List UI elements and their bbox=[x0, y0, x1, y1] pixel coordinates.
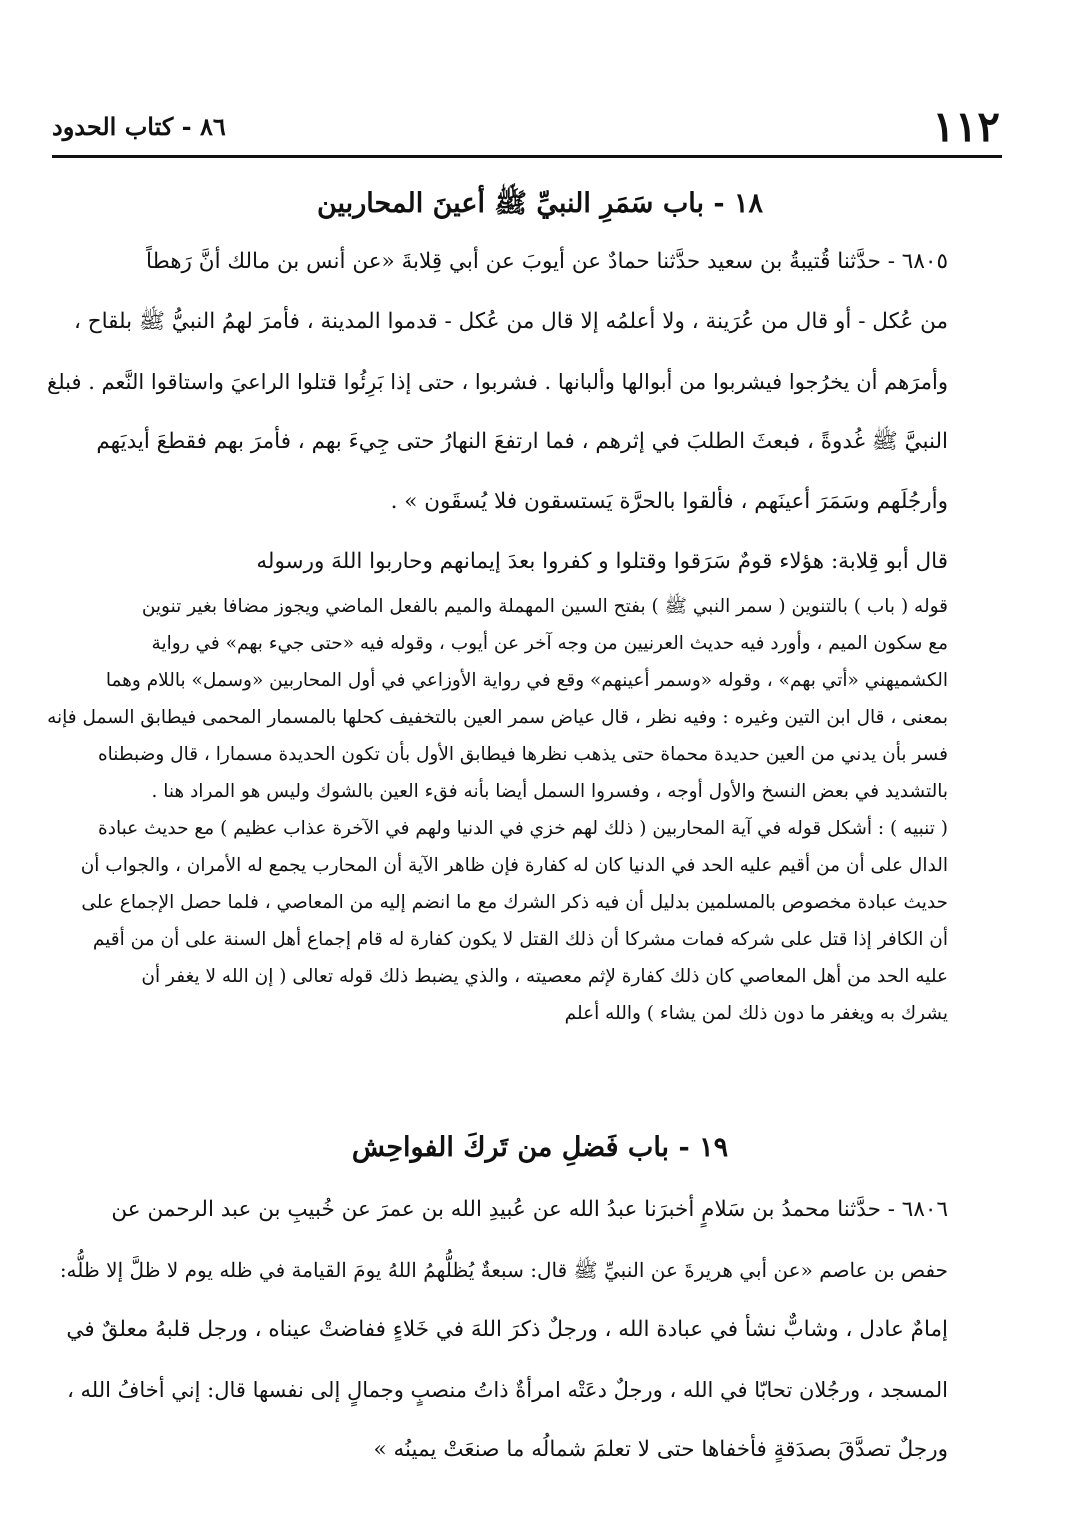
commentary-line: الدال على أن من أقيم عليه الحد في الدنيا كان له كفارة فإن ظاهر الآية أن المحارب يجمع له الأمران ، والجواب أن bbox=[80, 855, 948, 876]
hadith-line: قال أبو قِلابة: هؤلاء قومٌ سَرَقوا وقتلوا و كفروا بعدَ إيمانهم وحاربوا اللهَ ورسوله bbox=[256, 549, 948, 574]
page-number: ١١٢ bbox=[932, 101, 1000, 151]
hadith-line: ٦٨٠٥ - حدَّثنا قُتيبةُ بن سعيد حدَّثنا حمادٌ عن أيوبَ عن أبي قِلابةَ «عن أنس بن مالك أنَّ رَهطاً bbox=[146, 249, 948, 274]
hadith-6805 bbox=[48, 232, 948, 592]
commentary-line: قوله ( باب ) بالتنوين ( سمر النبي ﷺ ) بفتح السين المهملة والميم بالفعل الماضي ويجوز مضافا بغير تنوين bbox=[141, 596, 948, 617]
commentary-18 bbox=[48, 588, 948, 1032]
commentary-line: فسر بأن يدني من العين حديدة محماة حتى يذهب نظرها فيطابق الأول بأن تكون الحديدة مسمارا ، قال وضبطناه bbox=[97, 744, 948, 765]
page-header bbox=[52, 101, 1000, 151]
commentary-line: مع سكون الميم ، وأورد فيه حديث العرنيين من وجه آخر عن أيوب ، وقوله فيه «حتى جيء بهم» في رواية bbox=[151, 633, 948, 654]
commentary-line: بمعنى ، قال ابن التين وغيره : وفيه نظر ، قال عياض سمر العين بالتخفيف كحلها بالمسمار المحمى فيطابق السمل فإنه bbox=[47, 707, 948, 728]
commentary-line: أن الكافر إذا قتل على شركه فمات مشركا أن ذلك القتل لا يكون كفارة له قام إجماع أهل السنة على أن من أقيم bbox=[92, 929, 948, 950]
hadith-line: حفص بن عاصم «عن أبي هريرةَ عن النبيِّ ﷺ قال: سبعةٌ يُظلُّهمُ اللهُ يومَ القيامة في ظله يوم لا ظلَّ إلا ظلُّه: bbox=[59, 1258, 948, 1282]
chapter-heading-19: ١٩ - باب فَضلِ من تَركَ الفواحِش bbox=[351, 1132, 729, 1163]
running-title: ٨٦ - كتاب الحدود bbox=[52, 111, 226, 141]
commentary-line: عليه الحد من أهل المعاصي كان ذلك كفارة لإثم معصيته ، والذي يضبط ذلك قوله تعالى ( إن الله لا يغفر أن bbox=[141, 966, 948, 987]
hadith-line: إمامٌ عادل ، وشابٌّ نشأ في عبادة الله ، ورجلٌ ذكرَ اللهَ في خَلاءٍ ففاضتْ عيناه ، ورجل قلبهُ معلقٌ في bbox=[66, 1317, 948, 1342]
hadith-line: المسجد ، ورجُلان تحابّا في الله ، ورجلٌ دعَتْه امرأةٌ ذاتُ منصبٍ وجمالٍ إلى نفسها قال: إني أخافُ الله ، bbox=[67, 1378, 948, 1402]
hadith-line: ورجلٌ تصدَّقَ بصدَقةٍ فأخفاها حتى لا تعلمَ شمالُه ما صنعَتْ يمينُه » bbox=[373, 1437, 948, 1462]
commentary-line: يشرك به ويغفر ما دون ذلك لمن يشاء ) والله أعلم bbox=[564, 1003, 948, 1024]
commentary-line: بالتشديد في بعض النسخ والأول أوجه ، وفسروا السمل أيضا بأنه فقء العين بالشوك وليس هو المراد هنا . bbox=[151, 781, 948, 802]
hadith-line: وأمرَهم أن يخرُجوا فيشربوا من أبوالها وألبانها . فشربوا ، حتى إذا بَرِئُوا قتلوا الراعيَ واستاقوا النَّعم . فبلغ bbox=[47, 370, 948, 394]
commentary-line: ( تنبيه ) : أشكل قوله في آية المحاربين ( ذلك لهم خزي في الدنيا ولهم في الآخرة عذاب عظيم ) مع حديث عبادة bbox=[98, 818, 948, 839]
hadith-line: ٦٨٠٦ - حدَّثنا محمدُ بن سَلامٍ أخبرَنا عبدُ الله عن عُبيدِ الله بن عمرَ عن خُبيبِ بن عبد الرحمن عن bbox=[111, 1197, 948, 1222]
hadith-line: من عُكل - أو قال من عُرَينة ، ولا أعلمُه إلا قال من عُكل - قدموا المدينة ، فأمرَ لهمُ النبيُّ ﷺ بلقاح ، bbox=[73, 309, 948, 334]
commentary-line: حديث عبادة مخصوص بالمسلمين بدليل أن فيه ذكر الشرك مع ما انضم إليه من المعاصي ، فلما حصل الإجماع على bbox=[81, 892, 948, 913]
header-rule bbox=[52, 155, 1002, 158]
chapter-heading-18: ١٨ - باب سَمَرِ النبيِّ ﷺ أعينَ المحاربين bbox=[316, 188, 763, 219]
hadith-line: النبيَّ ﷺ غُدوةً ، فبعثَ الطلبَ في إثرهم ، فما ارتفعَ النهارُ حتى جِيءَ بهم ، فأمرَ بهم فقطعَ أيديَهم bbox=[96, 429, 948, 454]
hadith-6806 bbox=[48, 1180, 948, 1480]
hadith-line: وأرجُلَهم وسَمَرَ أعينَهم ، فألقوا بالحرَّة يَستسقون فلا يُسقَون » . bbox=[390, 489, 948, 514]
commentary-line: الكشميهني «أتي بهم» ، وقوله «وسمر أعينهم» وقع في رواية الأوزاعي في أول المحاربين «وسمل» باللام وهما bbox=[105, 670, 948, 691]
